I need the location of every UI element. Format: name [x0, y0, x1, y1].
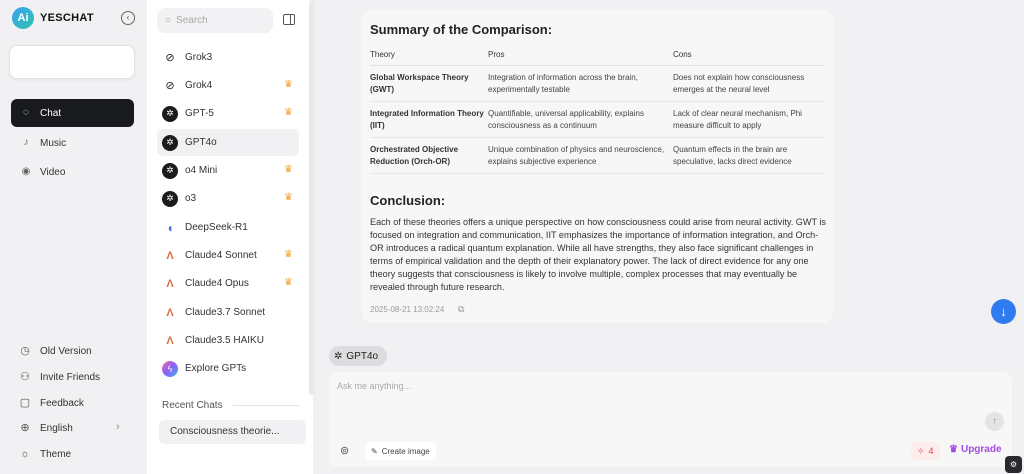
model-label: Explore GPTs — [185, 363, 247, 374]
anthropic-icon: Λ — [166, 334, 174, 347]
table-cell: Global Workspace Theory (GWT) — [370, 65, 488, 101]
crown-icon: ♛ — [284, 249, 293, 260]
create-image-button[interactable] — [365, 442, 436, 460]
model-label: o3 — [185, 193, 197, 204]
history-icon: ◷ — [20, 345, 30, 357]
model-chip[interactable] — [329, 346, 387, 366]
table-cell: Quantum effects in the brain are speculative, lacks direct evidence — [673, 137, 825, 173]
globe-icon: ⊕ — [20, 422, 30, 434]
copy-icon[interactable]: ⧉ — [458, 304, 465, 314]
summary-heading: Summary of the Comparison: — [370, 22, 553, 37]
nav-item-label: Music — [40, 137, 67, 149]
sparkle-icon: ✧ — [917, 445, 925, 456]
message-timestamp: 2025-08-21 13:02:24 — [370, 305, 445, 314]
toggle-panel-icon[interactable] — [283, 14, 295, 25]
table-row — [370, 137, 825, 173]
table-header: Theory — [370, 45, 488, 65]
grok-icon: ⊘ — [165, 52, 175, 64]
footer-language[interactable] — [18, 421, 73, 435]
crown-icon: ♛ — [284, 277, 293, 288]
upgrade-button[interactable] — [949, 444, 1002, 455]
model-item-o3[interactable] — [157, 185, 299, 212]
table-cell: Unique combination of physics and neuroscience, explains subjective experience — [488, 137, 673, 173]
upgrade-label: Upgrade — [960, 444, 1002, 455]
wand-icon: ✎ — [371, 446, 378, 456]
recent-chats-heading: Recent Chats — [162, 400, 223, 411]
footer-theme[interactable] — [18, 447, 71, 461]
credits-badge[interactable] — [911, 442, 940, 460]
nav-item-video[interactable] — [11, 158, 134, 186]
model-label: Claude3.7 Sonnet — [185, 307, 266, 318]
model-label: o4 Mini — [185, 165, 218, 176]
table-header-row — [370, 45, 825, 65]
crown-icon: ♛ — [949, 444, 958, 455]
anthropic-icon: Λ — [166, 277, 174, 290]
footer-label: English — [40, 422, 73, 434]
nav-item-chat[interactable] — [11, 99, 134, 127]
send-button[interactable]: ↑ — [985, 412, 1004, 431]
search-input[interactable] — [157, 8, 273, 33]
anthropic-icon: Λ — [166, 306, 174, 319]
model-label: Claude4 Sonnet — [185, 250, 257, 261]
openai-icon: ✲ — [334, 350, 343, 362]
logo-icon: Ai — [12, 7, 34, 29]
explore-gpts[interactable] — [157, 355, 299, 382]
crown-icon: ♛ — [284, 107, 293, 118]
message-composer[interactable] — [329, 372, 1012, 467]
model-item-gpt-5[interactable] — [157, 100, 299, 127]
footer-label: Feedback — [40, 397, 84, 409]
settings-corner-icon[interactable]: ⚙ — [1005, 456, 1022, 473]
comparison-table — [370, 45, 825, 174]
model-label: Grok3 — [185, 52, 213, 63]
table-row — [370, 101, 825, 137]
feedback-icon: ▢ — [19, 397, 31, 409]
model-item-grok3[interactable] — [157, 44, 299, 71]
conclusion-text: Each of these theories offers a unique perspective on how consciousness could arise from neural activity. GWT is focused on integration and communication, IIT emphasizes the importance of information integration, and Orch-OR introduces a radical quantum explanation. While all have strengths, they also face significant challenges in terms of empirical validation and the depth of their explanatory power. The lack of direct evidence for any one theory suggests that consciousness is likely to involve multiple, complex processes that may eventually be revealed through future research. — [370, 217, 826, 292]
footer-old-version[interactable] — [18, 344, 92, 358]
brand[interactable] — [12, 7, 94, 29]
openai-icon: ✲ — [162, 135, 178, 151]
crown-icon: ♛ — [284, 192, 293, 203]
model-label: GPT4o — [185, 137, 217, 148]
deepseek-whale-icon: ◖ — [166, 220, 174, 235]
conclusion-heading: Conclusion: — [370, 193, 446, 208]
assistant-message — [362, 10, 833, 323]
model-chip-label: GPT4o — [346, 350, 379, 362]
table-cell: Integration of information across the brain, experimentally testable — [488, 65, 673, 101]
model-item-claude4-sonnet[interactable] — [157, 242, 299, 269]
openai-icon: ✲ — [162, 191, 178, 207]
search-icon: ○ — [165, 15, 172, 26]
footer-feedback[interactable] — [18, 396, 84, 410]
model-panel — [147, 0, 313, 474]
openai-icon: ✲ — [162, 106, 178, 122]
model-item-grok4[interactable] — [157, 72, 299, 99]
model-label: Claude4 Opus — [185, 278, 249, 289]
anthropic-icon: Λ — [166, 249, 174, 262]
nav-item-label: Chat — [40, 107, 62, 119]
explore-bolt-icon: ϟ — [162, 361, 178, 377]
credits-count: 4 — [928, 446, 934, 456]
table-cell: Orchestrated Objective Reduction (Orch-OR) — [370, 137, 488, 173]
create-image-label: Create image — [381, 446, 430, 456]
brand-name: YESCHAT — [40, 12, 94, 24]
collapse-sidebar-icon[interactable]: ‹ — [121, 11, 135, 25]
chat-bubble-icon: ◌ — [23, 107, 29, 118]
footer-label: Invite Friends — [40, 371, 101, 383]
divider — [233, 405, 299, 406]
music-note-icon: ♪ — [23, 137, 29, 148]
model-label: Claude3.5 HAIKU — [185, 335, 264, 346]
user-add-icon: ⚇ — [20, 371, 30, 383]
footer-label: Old Version — [40, 345, 92, 357]
table-cell: Integrated Information Theory (IIT) — [370, 101, 488, 137]
model-item-deepseek-r1[interactable] — [157, 214, 299, 241]
model-label: Grok4 — [185, 80, 213, 91]
table-cell: Does not explain how consciousness emerges at the neural level — [673, 65, 825, 101]
footer-label: Theme — [40, 448, 72, 460]
recent-chat-item[interactable]: Consciousness theorie... — [159, 420, 306, 444]
chat-area — [315, 0, 1024, 474]
attach-icon[interactable]: ⊚ — [340, 445, 350, 457]
table-header: Cons — [673, 45, 825, 65]
openai-icon: ✲ — [162, 163, 178, 179]
scroll-down-button[interactable]: ↓ — [991, 299, 1016, 324]
footer-invite-friends[interactable] — [18, 370, 100, 384]
sun-icon: ☼ — [19, 448, 31, 460]
chevron-right-icon: › — [116, 421, 120, 433]
model-item-claude3-5-haiku[interactable] — [157, 327, 299, 354]
table-row — [370, 65, 825, 101]
model-item-claude4-opus[interactable] — [157, 270, 299, 297]
model-item-gpt4o[interactable] — [157, 129, 299, 156]
grok-icon: ⊘ — [165, 80, 175, 92]
table-cell: Quantifiable, universal applicability, explains consciousness as a continuum — [488, 101, 673, 137]
model-label: DeepSeek-R1 — [185, 222, 248, 233]
table-header: Pros — [488, 45, 673, 65]
model-label: GPT-5 — [185, 108, 214, 119]
nav-item-music[interactable] — [11, 129, 134, 157]
model-item-o4-mini[interactable] — [157, 157, 299, 184]
model-item-claude3-7-sonnet[interactable] — [157, 299, 299, 326]
left-nav — [0, 0, 147, 474]
message-input[interactable]: Ask me anything... — [337, 381, 412, 391]
crown-icon: ♛ — [284, 79, 293, 90]
crown-icon: ♛ — [284, 164, 293, 175]
account-card[interactable] — [9, 45, 135, 79]
video-icon: ◉ — [21, 166, 31, 177]
table-cell: Lack of clear neural mechanism, Phi measure difficult to apply — [673, 101, 825, 137]
nav-item-label: Video — [40, 166, 66, 178]
search-placeholder: Search — [176, 15, 208, 26]
